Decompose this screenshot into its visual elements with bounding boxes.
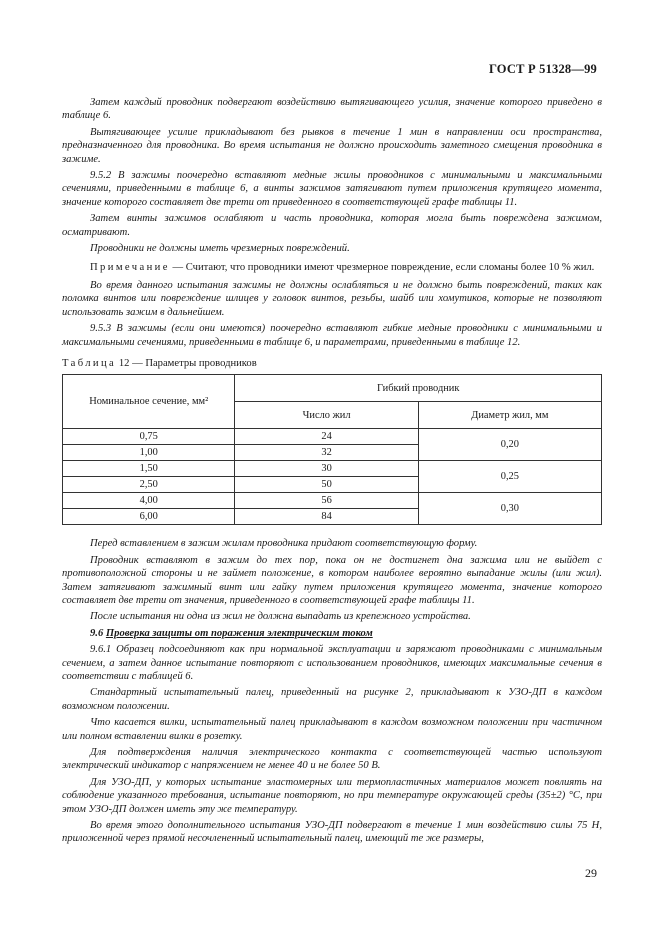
document-code: ГОСТ Р 51328—99 (488, 62, 597, 76)
table-caption-label: Таблица (62, 357, 117, 369)
cell-count: 30 (235, 461, 418, 477)
paragraph: Для подтверждения наличия электрического контакта с соответствующей частью используют электрический индикатор с напряжением не менее 40 и не более 50 В. (62, 747, 602, 772)
header-section: Номинальное сечение, мм² (63, 375, 235, 429)
cell-section: 4,00 (63, 493, 235, 509)
cell-count: 56 (235, 493, 418, 509)
paragraph: Во время этого дополнительного испытания УЗО-ДП подвергают в течение 1 мин воздействию силы 75 Н, приложенной через прямой несочлененный испытательный палец, имеющий те же размеры, (62, 820, 602, 845)
paragraph: Что касается вилки, испытательный палец прикладывают в каждом возможном положении при частичном или полном вставлении вилки в розетку. (62, 717, 602, 742)
conductor-parameters-table (62, 374, 602, 525)
cell-count: 84 (235, 509, 418, 525)
paragraph: Для УЗО-ДП, у которых испытание эластомерных или термопластичных материалов может повлиять на соблюдение указанного требования, испытание повторяют, но при температуре окружающей среды (35±2) °С, при этом УЗО-ДП должен иметь эту же температуру. (62, 776, 602, 815)
section-title: Проверка защиты от поражения электрическим током (105, 627, 373, 639)
page-number: 29 (585, 866, 597, 880)
table-caption (62, 357, 602, 370)
table-row (63, 493, 602, 509)
paragraph: Затем каждый проводник подвергают воздействию вытягивающего усилия, значение которого приведено в таблице 6. (62, 97, 602, 122)
paragraph: Перед вставлением в зажим жилам проводника придают соответствующую форму. (90, 538, 478, 550)
paragraph: После испытания ни одна из жил не должна выпадать из крепежного устройства. (90, 611, 471, 623)
paragraph: 9.5.2 В зажимы поочередно вставляют медные жилы проводников с минимальными и максимальными сечениями, приведенными в таблице 6, а винты зажимов затягивают путем приложения крутящего момента, значение которого составляет две трети от приведенного в соответствующей графе таблицы 11. (62, 170, 602, 208)
table-caption-text: 12 — Параметры проводников (118, 357, 257, 369)
header-diameter: Диаметр жил, мм (418, 402, 601, 429)
cell-section: 1,50 (63, 461, 235, 477)
paragraph: Проводники не должны иметь чрезмерных повреждений. (90, 243, 350, 255)
header-count: Число жил (235, 402, 418, 429)
paragraph: 9.5.3 В зажимы (если они имеются) поочередно вставляют гибкие медные проводники с минимальными и максимальными сечениями, приведенными в таблице 6, и параметрами, приведенными в таблице 12. (62, 323, 602, 348)
section-number: 9.6 (90, 627, 104, 639)
note-text: — Считают, что проводники имеют чрезмерное повреждение, если сломаны более 10 % жил. (172, 262, 595, 274)
cell-section: 0,75 (63, 429, 235, 445)
paragraph: Во время данного испытания зажимы не должны ослабляться и не должно быть повреждений, таких как поломка винтов или повреждение шлицев у головок винтов, резьбы, шайб или хомутиков, которые не позволяют использовать зажим в дальнейшем. (62, 279, 602, 318)
paragraph: Затем винты зажимов ослабляют и часть проводника, которая могла быть повреждена зажимом, осматривают. (62, 213, 602, 238)
cell-count: 32 (235, 445, 418, 461)
section-heading (62, 627, 602, 640)
note (62, 261, 602, 274)
cell-section: 6,00 (63, 509, 235, 525)
cell-diameter: 0,30 (418, 493, 601, 525)
cell-diameter: 0,25 (418, 461, 601, 493)
cell-section: 1,00 (63, 445, 235, 461)
cell-count: 24 (235, 429, 418, 445)
page-body (62, 96, 602, 849)
note-label: Примечание (90, 262, 170, 274)
paragraph: Стандартный испытательный палец, приведенный на рисунке 2, прикладывают к УЗО-ДП в каждом возможном положении. (62, 687, 602, 712)
table-row (63, 461, 602, 477)
table-row (63, 429, 602, 445)
paragraph: Вытягивающее усилие прикладывают без рывков в течение 1 мин в направлении оси пространства, предназначенного для проводника. Во время испытания не должно происходить заметного смещения проводника в зажиме. (62, 126, 602, 165)
cell-diameter: 0,20 (418, 429, 601, 461)
paragraph: Проводник вставляют в зажим до тех пор, пока он не достигнет дна зажима или не выйдет с противоположной стороны и не займет положение, в котором наиболее вероятно выпадание жилы (или жил). Затем затягивают зажимный винт или гайку путем приложения крутящего момента, значение которого составляет две трети от значения, приведенного в соответствующей графе таблицы 11. (62, 554, 602, 606)
paragraph: 9.6.1 Образец подсоединяют как при нормальной эксплуатации и заряжают проводниками с минимальным сечением, а затем данное испытание повторяют с использованием проводников, имеющих максимальные сечения в соответствии с таблицей 6. (62, 644, 602, 682)
header-flexible: Гибкий проводник (235, 375, 602, 402)
cell-count: 50 (235, 477, 418, 493)
cell-section: 2,50 (63, 477, 235, 493)
